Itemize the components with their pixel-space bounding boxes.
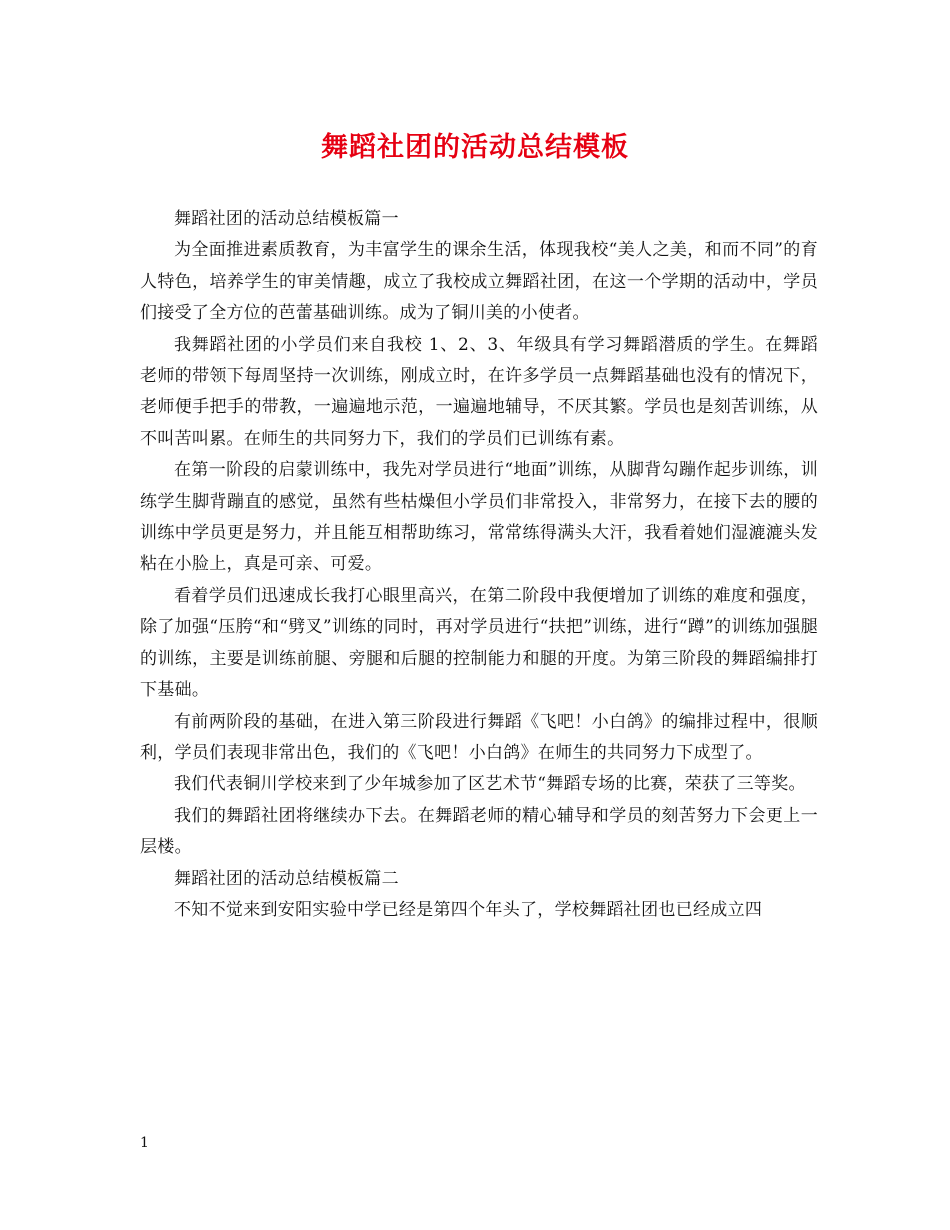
paragraph: 有前两阶段的基础，在进入第三阶段进行舞蹈《飞吧！小白鸽》的编排过程中，很顺利，学员们表现非常出色，我们的《飞吧！小白鸽》在师生的共同努力下成型了。: [140, 711, 818, 763]
paragraph: 在第一阶段的启蒙训练中，我先对学员进行“地面”训练，从脚背勾蹦作起步训练，训练学生脚背蹦直的感觉，虽然有些枯燥但小学员们非常投入，非常努力，在接下去的腰的训练中学员更是努力，并且能互相帮助练习，常常练得满头大汗，我看着她们湿漉漉头发粘在小脸上，真是可亲、可爱。: [140, 460, 818, 575]
paragraph: 看着学员们迅速成长我打心眼里高兴，在第二阶段中我便增加了训练的难度和强度，除了加强“压胯“和“劈叉”训练的同时，再对学员进行“扶把”训练，进行“蹲”的训练加强腿的训练，主要是训练前腿、旁腿和后腿的控制能力和腿的开度。为第三阶段的舞蹈编排打下基础。: [140, 585, 818, 701]
page-number: 1: [140, 1135, 149, 1151]
paragraph: 我们代表铜川学校来到了少年城参加了区艺术节“舞蹈专场的比赛，荣获了三等奖。: [174, 774, 806, 795]
paragraph: 我们的舞蹈社团将继续办下去。在舞蹈老师的精心辅导和学员的刻苦努力下会更上一层楼。: [140, 805, 818, 858]
section-heading-1: 舞蹈社团的活动总结模板篇一: [174, 209, 399, 229]
document-title: 舞蹈社团的活动总结模板: [321, 132, 629, 163]
paragraph: 我舞蹈社团的小学员们来自我校 1、2、3、年级具有学习舞蹈潜质的学生。在舞蹈老师的带领下每周坚持一次训练，刚成立时，在许多学员一点舞蹈基础也没有的情况下，老师便手把手的带教，一遍遍地示范，一遍遍地辅导，不厌其繁。学员也是刻苦训练，从不叫苦叫累。在师生的共同努力下，我们的学员们已训练有素。: [140, 334, 818, 449]
document-body: [140, 204, 818, 926]
paragraph: 为全面推进素质教育，为丰富学生的课余生活，体现我校“美人之美，和而不同”的育人特色，培养学生的审美情趣，成立了我校成立舞蹈社团，在这一个学期的活动中，学员们接受了全方位的芭蕾基础训练。成为了铜川美的小使者。: [140, 240, 818, 324]
section-heading-2: 舞蹈社团的活动总结模板篇二: [174, 868, 399, 889]
paragraph: 不知不觉来到安阳实验中学已经是第四个年头了，学校舞蹈社团也已经成立四: [174, 899, 763, 920]
